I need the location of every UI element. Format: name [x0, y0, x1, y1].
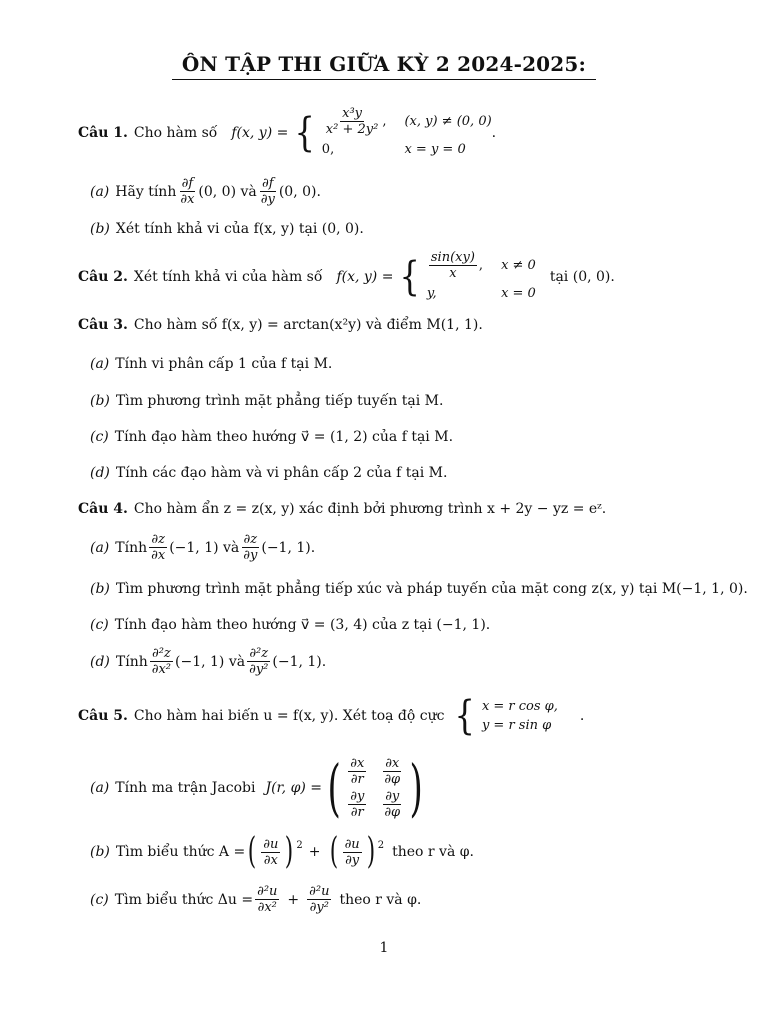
math-text: (−1, 1) và	[175, 653, 246, 670]
left-paren: (	[248, 831, 257, 872]
fraction-numerator: ∂²u	[257, 884, 278, 899]
fraction-denominator: ∂x	[180, 192, 195, 207]
fraction-denominator: ∂y	[243, 548, 258, 563]
question-text: tại (0, 0).	[549, 268, 615, 285]
math-text: (−1, 1).	[261, 539, 316, 556]
title-text: ÔN TẬP THI GIỮA KỲ 2 2024-2025:	[181, 52, 587, 76]
case-value: 0,	[321, 142, 335, 157]
left-brace: {	[294, 109, 316, 156]
fraction-denominator: ∂x	[263, 852, 278, 868]
left-paren: (	[329, 831, 338, 872]
question-5b	[90, 831, 475, 872]
fraction-denominator: ∂x²	[257, 900, 277, 915]
fraction-denominator: ∂y²	[249, 662, 269, 677]
subquestion-label: (a)	[90, 356, 110, 372]
fraction-denominator: x	[449, 266, 457, 281]
subquestion-label: (a)	[90, 780, 110, 796]
question-label: Câu 2.	[78, 268, 128, 285]
function-name: f(x, y) =	[231, 124, 289, 141]
subquestion-text: Tính vi phân cấp 1 của f tại M.	[115, 356, 333, 372]
subquestion-label: (b)	[90, 221, 110, 237]
page-title	[0, 52, 768, 80]
subquestion-text: Tìm phương trình mặt phẳng tiếp xúc và pháp tuyến của mặt cong z(x, y) tại M(−1, 1, 0).	[115, 581, 748, 597]
fraction-denominator: ∂φ	[384, 772, 401, 787]
fraction-numerator: x³y	[342, 106, 362, 121]
system-equation: x = r cos φ,	[481, 699, 558, 714]
right-paren: )	[409, 751, 423, 824]
question-4	[78, 500, 606, 518]
question-label: Câu 3.	[78, 317, 128, 333]
case-condition: x = 0	[501, 286, 536, 301]
question-label: Câu 1.	[78, 124, 128, 141]
question-2	[78, 250, 615, 303]
question-text: Cho hàm số f(x, y) = arctan(x²y) và điểm M(1, 1).	[133, 317, 483, 333]
fraction-numerator: ∂²z	[151, 646, 171, 661]
left-paren: (	[327, 751, 341, 824]
subquestion-text: Tìm biểu thức A =	[115, 844, 246, 860]
period: .	[579, 708, 585, 724]
question-4d	[90, 646, 326, 677]
case-condition: x ≠ 0	[501, 257, 536, 273]
question-text: Cho hàm ẩn z = z(x, y) xác định bởi phương trình x + 2y − yz = eᶻ.	[133, 501, 607, 517]
fraction-denominator: ∂φ	[384, 805, 401, 820]
subquestion-text: Xét tính khả vi của f(x, y) tại (0, 0).	[115, 221, 364, 237]
question-3c	[90, 428, 453, 446]
function-name: f(x, y) =	[336, 268, 394, 285]
subquestion-label: (d)	[90, 653, 110, 670]
question-1b	[90, 220, 364, 238]
math-text: (0, 0) và	[198, 183, 257, 200]
subquestion-text: Tìm phương trình mặt phẳng tiếp tuyến tại M.	[115, 393, 444, 409]
subquestion-label: (c)	[90, 617, 109, 633]
subquestion-text: Tính các đạo hàm và vi phân cấp 2 của f tại M.	[115, 465, 448, 481]
subquestion-text: Tìm biểu thức Δu =	[114, 891, 254, 908]
subquestion-label: (b)	[90, 393, 110, 409]
subquestion-text: Tính đạo hàm theo hướng v⃗ = (1, 2) của f tại M.	[114, 429, 454, 445]
fraction-denominator: ∂r	[350, 805, 364, 820]
piecewise-cases	[427, 250, 536, 303]
fraction-numerator: ∂y	[385, 789, 400, 804]
question-4c	[90, 616, 490, 634]
system-equation: y = r sin φ	[481, 718, 552, 733]
fraction-numerator: ∂x	[350, 756, 365, 771]
subquestion-label: (a)	[90, 183, 110, 200]
question-text: Cho hàm số	[133, 124, 218, 141]
subquestion-label: (b)	[90, 581, 110, 597]
question-3b	[90, 392, 443, 410]
question-1	[78, 106, 496, 159]
comma: ,	[478, 257, 484, 273]
exponent: 2	[377, 840, 385, 851]
question-5a	[90, 751, 428, 824]
question-1a	[90, 176, 321, 207]
fraction-numerator: ∂z	[243, 532, 258, 547]
question-3d	[90, 464, 447, 482]
piecewise-cases	[322, 106, 492, 159]
subquestion-text: theo r và φ.	[339, 891, 422, 908]
plus-sign: +	[287, 891, 300, 908]
right-paren: )	[366, 831, 375, 872]
fraction-numerator: ∂f	[262, 176, 274, 191]
case-value: y,	[426, 286, 437, 301]
question-text: Xét tính khả vi của hàm số	[133, 268, 323, 285]
subquestion-label: (c)	[90, 429, 109, 445]
question-4b	[90, 580, 748, 598]
subquestion-text: Hãy tính	[115, 183, 177, 200]
fraction-numerator: ∂u	[344, 836, 360, 852]
question-5	[78, 693, 585, 739]
jacobian-matrix	[346, 756, 404, 820]
question-4a	[90, 532, 315, 563]
fraction-numerator: ∂²u	[309, 884, 330, 899]
question-3	[78, 316, 483, 334]
subquestion-text: Tính	[115, 653, 148, 670]
fraction-numerator: ∂u	[263, 836, 279, 852]
period: .	[491, 124, 497, 141]
jacobian-name: J(r, φ) =	[265, 780, 323, 796]
fraction-numerator: sin(xy)	[430, 250, 475, 265]
fraction-numerator: ∂x	[385, 756, 400, 771]
fraction-denominator: ∂y	[260, 192, 275, 207]
subquestion-label: (d)	[90, 465, 110, 481]
question-text: Cho hàm hai biến u = f(x, y). Xét toạ độ cực	[133, 708, 445, 724]
question-3a	[90, 355, 332, 373]
left-brace: {	[399, 253, 421, 300]
fraction-denominator: ∂r	[350, 772, 364, 787]
math-text: (−1, 1).	[272, 653, 327, 670]
fraction-numerator: ∂y	[350, 789, 365, 804]
math-text: (−1, 1) và	[169, 539, 240, 556]
fraction-denominator: ∂y²	[309, 900, 329, 915]
fraction-denominator: ∂x	[151, 548, 166, 563]
fraction-denominator: x² + 2y²	[325, 122, 379, 137]
fraction-numerator: ∂f	[181, 176, 194, 191]
question-label: Câu 4.	[78, 501, 128, 517]
fraction-numerator: ∂²z	[249, 646, 269, 661]
subquestion-text: Tính đạo hàm theo hướng v⃗ = (3, 4) của z tại (−1, 1).	[114, 617, 491, 633]
math-text: (0, 0).	[278, 183, 321, 200]
subquestion-text: Tính	[115, 539, 148, 556]
left-brace: {	[455, 693, 476, 739]
subquestion-label: (a)	[90, 539, 110, 556]
polar-system	[482, 697, 558, 735]
question-label: Câu 5.	[78, 708, 128, 724]
exponent: 2	[296, 840, 303, 851]
fraction-numerator: ∂z	[151, 532, 165, 547]
plus-sign: +	[308, 844, 321, 860]
fraction-denominator: ∂x²	[151, 662, 172, 677]
case-condition: (x, y) ≠ (0, 0)	[404, 113, 492, 129]
title-underline	[172, 79, 596, 80]
subquestion-text: Tính ma trận Jacobi	[115, 780, 256, 796]
fraction-denominator: ∂y	[345, 852, 360, 868]
case-condition: x = y = 0	[404, 142, 466, 157]
subquestion-text: theo r và φ.	[392, 844, 475, 860]
right-paren: )	[285, 831, 294, 872]
question-5c	[90, 884, 421, 915]
page-number: 1	[379, 940, 389, 956]
comma: ,	[382, 113, 387, 129]
subquestion-label: (c)	[90, 891, 109, 908]
subquestion-label: (b)	[90, 844, 110, 860]
